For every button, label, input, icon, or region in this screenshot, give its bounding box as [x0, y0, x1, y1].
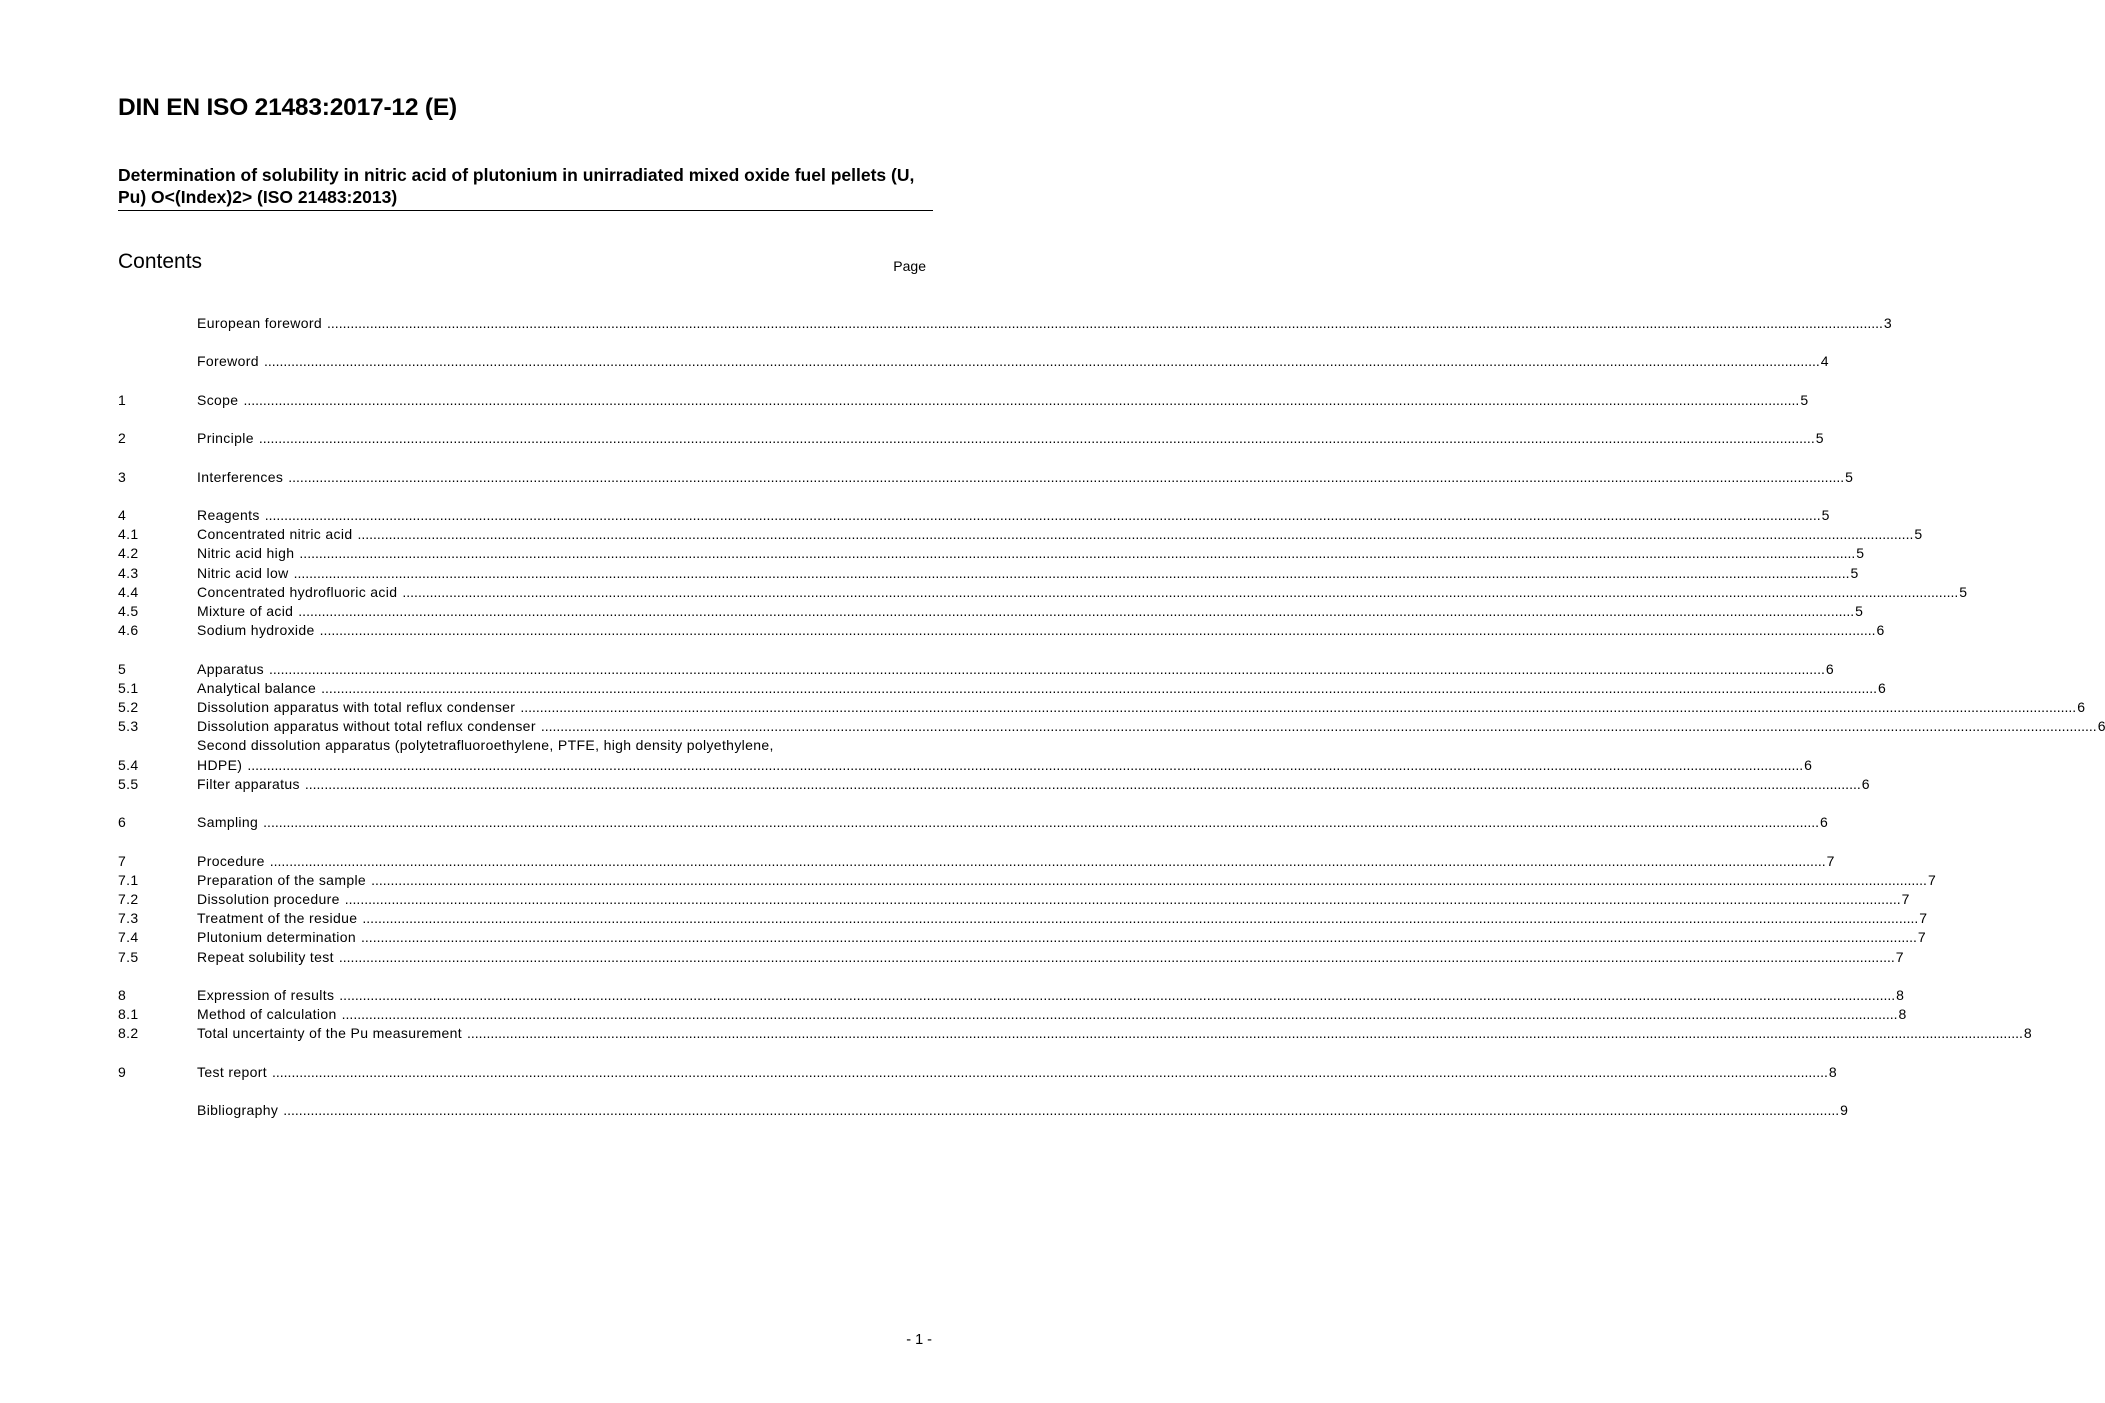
toc-entry-page: 7: [1927, 871, 1936, 888]
toc-entry-page: 6: [1878, 679, 1886, 696]
toc-entry-label: Dissolution apparatus with total reflux condenser: [197, 698, 516, 715]
toc-entry-page: 5: [1845, 468, 1853, 485]
toc-entry-number: 4.2: [118, 545, 139, 562]
toc-entry-label: Dissolution apparatus without total reflux condenser: [197, 718, 536, 735]
toc-entry-number: 5: [118, 660, 127, 677]
toc-entry-number: 4.5: [118, 602, 139, 619]
contents-heading: Contents: [118, 250, 203, 273]
toc-entry-number: 7: [118, 852, 127, 869]
toc-entry-page: 8: [1896, 986, 1904, 1003]
toc-entry-label: Reagents: [197, 506, 260, 523]
toc-entry-label: Concentrated hydrofluoric acid: [197, 583, 398, 600]
toc-entry-label: Repeat solubility test: [197, 948, 334, 965]
toc-entry-label: Expression of results: [197, 986, 335, 1003]
toc-entry-label: Foreword: [197, 353, 259, 370]
toc-entry[interactable]: [118, 928, 1926, 947]
toc-entry[interactable]: [118, 391, 1809, 410]
toc-entry-label: Treatment of the residue: [197, 910, 358, 927]
toc-entry[interactable]: [118, 698, 2085, 717]
toc-entry[interactable]: [118, 583, 1968, 602]
toc-dot-leader: ................................................................................................................................................................................................................................................................................................................................................................................................................: [467, 1025, 2023, 1042]
toc-entry-page: 5: [1856, 545, 1865, 562]
toc-dot-leader: ................................................................................................................................................................................................................................................................................................................................................................................................................: [263, 814, 1820, 831]
toc-group-spacer: [118, 372, 921, 391]
toc-entry-label: Second dissolution apparatus (polytetrafluoroethylene, PTFE, high density polyethylene,: [197, 737, 774, 754]
toc-entry-label: Filter apparatus: [197, 775, 300, 792]
toc-entry[interactable]: [118, 736, 1812, 774]
document-code: DIN EN ISO 21483:2017-12 (E): [118, 94, 457, 121]
toc-entry-label: Preparation of the sample: [197, 871, 367, 888]
toc-entry[interactable]: [118, 871, 1936, 890]
toc-dot-leader: ................................................................................................................................................................................................................................................................................................................................................................................................................: [298, 602, 1855, 619]
toc-dot-leader: ................................................................................................................................................................................................................................................................................................................................................................................................................: [263, 353, 1820, 370]
document-title: Determination of solubility in nitric acid of plutonium in unirradiated mixed oxide fuel pellets (U, Pu) O<(Index)2> (ISO 21483:2013): [118, 164, 933, 211]
toc-entry-page: 5: [1821, 506, 1830, 523]
toc-entry[interactable]: [118, 1024, 2032, 1043]
toc-dot-leader: ................................................................................................................................................................................................................................................................................................................................................................................................................: [371, 871, 1927, 888]
toc-dot-leader: ................................................................................................................................................................................................................................................................................................................................................................................................................: [540, 718, 2097, 735]
toc-entry[interactable]: [118, 909, 1928, 928]
toc-entry[interactable]: [118, 621, 1885, 640]
toc-entry-label: Sodium hydroxide: [197, 622, 315, 639]
toc-entry-number: 4.4: [118, 583, 139, 600]
toc-entry-page: 6: [2077, 698, 2085, 715]
toc-dot-leader: ................................................................................................................................................................................................................................................................................................................................................................................................................: [341, 1006, 1898, 1023]
toc-entry-page: 8: [2023, 1025, 2032, 1042]
toc-entry-label: Interferences: [197, 468, 284, 485]
toc-entry-label: Procedure: [197, 852, 265, 869]
toc-entry-page: 5: [1850, 564, 1859, 581]
toc-entry-number: 5.5: [118, 775, 139, 792]
toc-entry-label: Principle: [197, 430, 254, 447]
toc-group-spacer: [118, 640, 921, 659]
toc-dot-leader: ................................................................................................................................................................................................................................................................................................................................................................................................................: [243, 391, 1800, 408]
toc-entry[interactable]: [118, 986, 1904, 1005]
toc-dot-leader: ................................................................................................................................................................................................................................................................................................................................................................................................................: [268, 660, 1825, 677]
toc-dot-leader: ................................................................................................................................................................................................................................................................................................................................................................................................................: [362, 910, 1919, 927]
toc-group-spacer: [118, 333, 921, 352]
toc-entry-page: 4: [1820, 353, 1829, 370]
toc-dot-leader: ................................................................................................................................................................................................................................................................................................................................................................................................................: [361, 929, 1917, 946]
toc-entry-page: 5: [1800, 391, 1809, 408]
toc-entry-number: 4.6: [118, 622, 139, 639]
toc-entry[interactable]: [118, 1101, 1848, 1120]
toc-entry-page: 3: [1883, 315, 1892, 331]
toc-dot-leader: ................................................................................................................................................................................................................................................................................................................................................................................................................: [258, 430, 1815, 447]
toc-entry[interactable]: [118, 468, 1853, 487]
toc-entry[interactable]: [118, 525, 1923, 544]
toc-entry[interactable]: [118, 890, 1910, 909]
toc-entry[interactable]: [118, 1063, 1837, 1082]
toc-entry-number: 7.5: [118, 948, 139, 965]
toc-entry[interactable]: [118, 544, 1865, 563]
page-footer-number: - 1 -: [906, 1332, 932, 1348]
toc-dot-leader: ................................................................................................................................................................................................................................................................................................................................................................................................................: [293, 564, 1850, 581]
toc-entry-page: 5: [1815, 430, 1824, 447]
toc-entry[interactable]: [118, 775, 1870, 794]
toc-dot-leader: ................................................................................................................................................................................................................................................................................................................................................................................................................: [272, 1063, 1828, 1080]
toc-entry[interactable]: [118, 506, 1830, 525]
toc-entry-page: 6: [1825, 660, 1834, 677]
toc-entry[interactable]: [118, 717, 2105, 736]
toc-group-spacer: [118, 1082, 921, 1101]
toc-entry-label: Scope: [197, 391, 239, 408]
toc-entry-page: 8: [1828, 1063, 1837, 1080]
toc-group-spacer: [118, 487, 921, 506]
toc-entry-number: 5.1: [118, 679, 139, 696]
toc-entry-page: 5: [1914, 526, 1923, 543]
toc-entry-page: 7: [1917, 929, 1926, 946]
toc-entry-page: 6: [1876, 622, 1885, 639]
toc-group-spacer: [118, 967, 921, 986]
toc-entry-label: Total uncertainty of the Pu measurement: [197, 1025, 463, 1042]
toc-entry-number: 7.2: [118, 890, 139, 907]
toc-dot-leader: ................................................................................................................................................................................................................................................................................................................................................................................................................: [520, 698, 2077, 715]
toc-entry[interactable]: [118, 948, 1904, 967]
toc-dot-leader: ................................................................................................................................................................................................................................................................................................................................................................................................................: [264, 506, 1821, 523]
toc-dot-leader: ................................................................................................................................................................................................................................................................................................................................................................................................................: [321, 679, 1878, 696]
toc-entry-label: Method of calculation: [197, 1006, 337, 1023]
toc-entry[interactable]: [118, 602, 1863, 621]
table-of-contents: [118, 314, 2105, 1120]
toc-entry-label: Dissolution procedure: [197, 890, 340, 907]
toc-entry-number: 5.3: [118, 718, 139, 735]
toc-entry-page: 7: [1826, 852, 1835, 869]
toc-entry-label: Mixture of acid: [197, 602, 294, 619]
toc-group-spacer: [118, 832, 921, 851]
toc-dot-leader: ................................................................................................................................................................................................................................................................................................................................................................................................................: [338, 948, 1895, 965]
toc-entry[interactable]: [118, 660, 1834, 679]
toc-entry-page: 9: [1840, 1102, 1848, 1119]
toc-dot-leader: ................................................................................................................................................................................................................................................................................................................................................................................................................: [247, 756, 1804, 773]
toc-entry-label: Nitric acid high: [197, 545, 295, 562]
toc-entry-number: 5.2: [118, 698, 139, 715]
toc-dot-leader: ................................................................................................................................................................................................................................................................................................................................................................................................................: [344, 890, 1901, 907]
toc-entry[interactable]: [118, 1005, 1907, 1024]
toc-entry[interactable]: [118, 564, 1859, 583]
toc-entry-page: 5: [1855, 602, 1863, 619]
toc-group-spacer: [118, 1044, 921, 1063]
toc-entry-label: Concentrated nitric acid: [197, 526, 353, 543]
toc-dot-leader: ................................................................................................................................................................................................................................................................................................................................................................................................................: [327, 315, 1883, 331]
toc-entry-label: Test report: [197, 1063, 267, 1080]
toc-entry-label: Bibliography: [197, 1102, 279, 1119]
toc-entry[interactable]: [118, 314, 1892, 333]
toc-entry-page: 6: [1820, 814, 1828, 831]
toc-entry[interactable]: [118, 679, 1886, 698]
toc-entry-number: 3: [118, 468, 127, 485]
page-column-label: Page: [893, 258, 926, 274]
toc-entry-page: 7: [1919, 910, 1928, 927]
toc-entry-label-continued: HDPE): [197, 756, 243, 773]
toc-dot-leader: ................................................................................................................................................................................................................................................................................................................................................................................................................: [283, 1102, 1840, 1119]
toc-dot-leader: ................................................................................................................................................................................................................................................................................................................................................................................................................: [269, 852, 1826, 869]
toc-entry-label: Plutonium determination: [197, 929, 357, 946]
toc-entry-number: 8: [118, 986, 127, 1003]
toc-entry-number: 7.3: [118, 910, 139, 927]
toc-group-spacer: [118, 448, 921, 467]
toc-entry-page: 8: [1898, 1006, 1907, 1023]
toc-entry-label: Analytical balance: [197, 679, 317, 696]
toc-entry[interactable]: [118, 852, 1835, 871]
toc-dot-leader: ................................................................................................................................................................................................................................................................................................................................................................................................................: [299, 545, 1856, 562]
toc-group-spacer: [118, 794, 921, 813]
toc-entry-label: Nitric acid low: [197, 564, 289, 581]
toc-dot-leader: ................................................................................................................................................................................................................................................................................................................................................................................................................: [357, 526, 1914, 543]
toc-entry-number: 4.1: [118, 526, 139, 543]
toc-entry-page: 5: [1959, 583, 1968, 600]
toc-entry[interactable]: [118, 813, 1828, 832]
toc-entry-label: Sampling: [197, 814, 259, 831]
toc-entry[interactable]: [118, 429, 1824, 448]
toc-entry[interactable]: [118, 352, 1829, 371]
toc-dot-leader: ................................................................................................................................................................................................................................................................................................................................................................................................................: [339, 986, 1896, 1003]
toc-entry-number: 7.1: [118, 871, 139, 888]
toc-entry-number: 1: [118, 391, 127, 408]
toc-entry-number: 4.3: [118, 564, 139, 581]
toc-dot-leader: ................................................................................................................................................................................................................................................................................................................................................................................................................: [288, 468, 1845, 485]
toc-entry-number: 7.4: [118, 929, 139, 946]
toc-entry-label: Apparatus: [197, 660, 264, 677]
toc-entry-number: 4: [118, 506, 127, 523]
toc-entry-page: 7: [1895, 948, 1904, 965]
toc-entry-number: 6: [118, 814, 127, 831]
toc-entry-page: 6: [1861, 775, 1870, 792]
toc-dot-leader: ................................................................................................................................................................................................................................................................................................................................................................................................................: [319, 622, 1876, 639]
toc-dot-leader: ................................................................................................................................................................................................................................................................................................................................................................................................................: [402, 583, 1959, 600]
toc-entry-page: 6: [2097, 718, 2105, 735]
toc-entry-label: European foreword: [197, 315, 323, 331]
toc-entry-page: 7: [1901, 890, 1910, 907]
toc-entry-number: 8.1: [118, 1006, 139, 1023]
toc-group-spacer: [118, 410, 921, 429]
toc-dot-leader: ................................................................................................................................................................................................................................................................................................................................................................................................................: [304, 775, 1861, 792]
toc-entry-number: 2: [118, 430, 127, 447]
toc-entry-number: 8.2: [118, 1025, 139, 1042]
toc-entry-page: 6: [1804, 756, 1812, 773]
toc-entry-number: 5.4: [118, 756, 139, 773]
toc-entry-number: 9: [118, 1063, 127, 1080]
